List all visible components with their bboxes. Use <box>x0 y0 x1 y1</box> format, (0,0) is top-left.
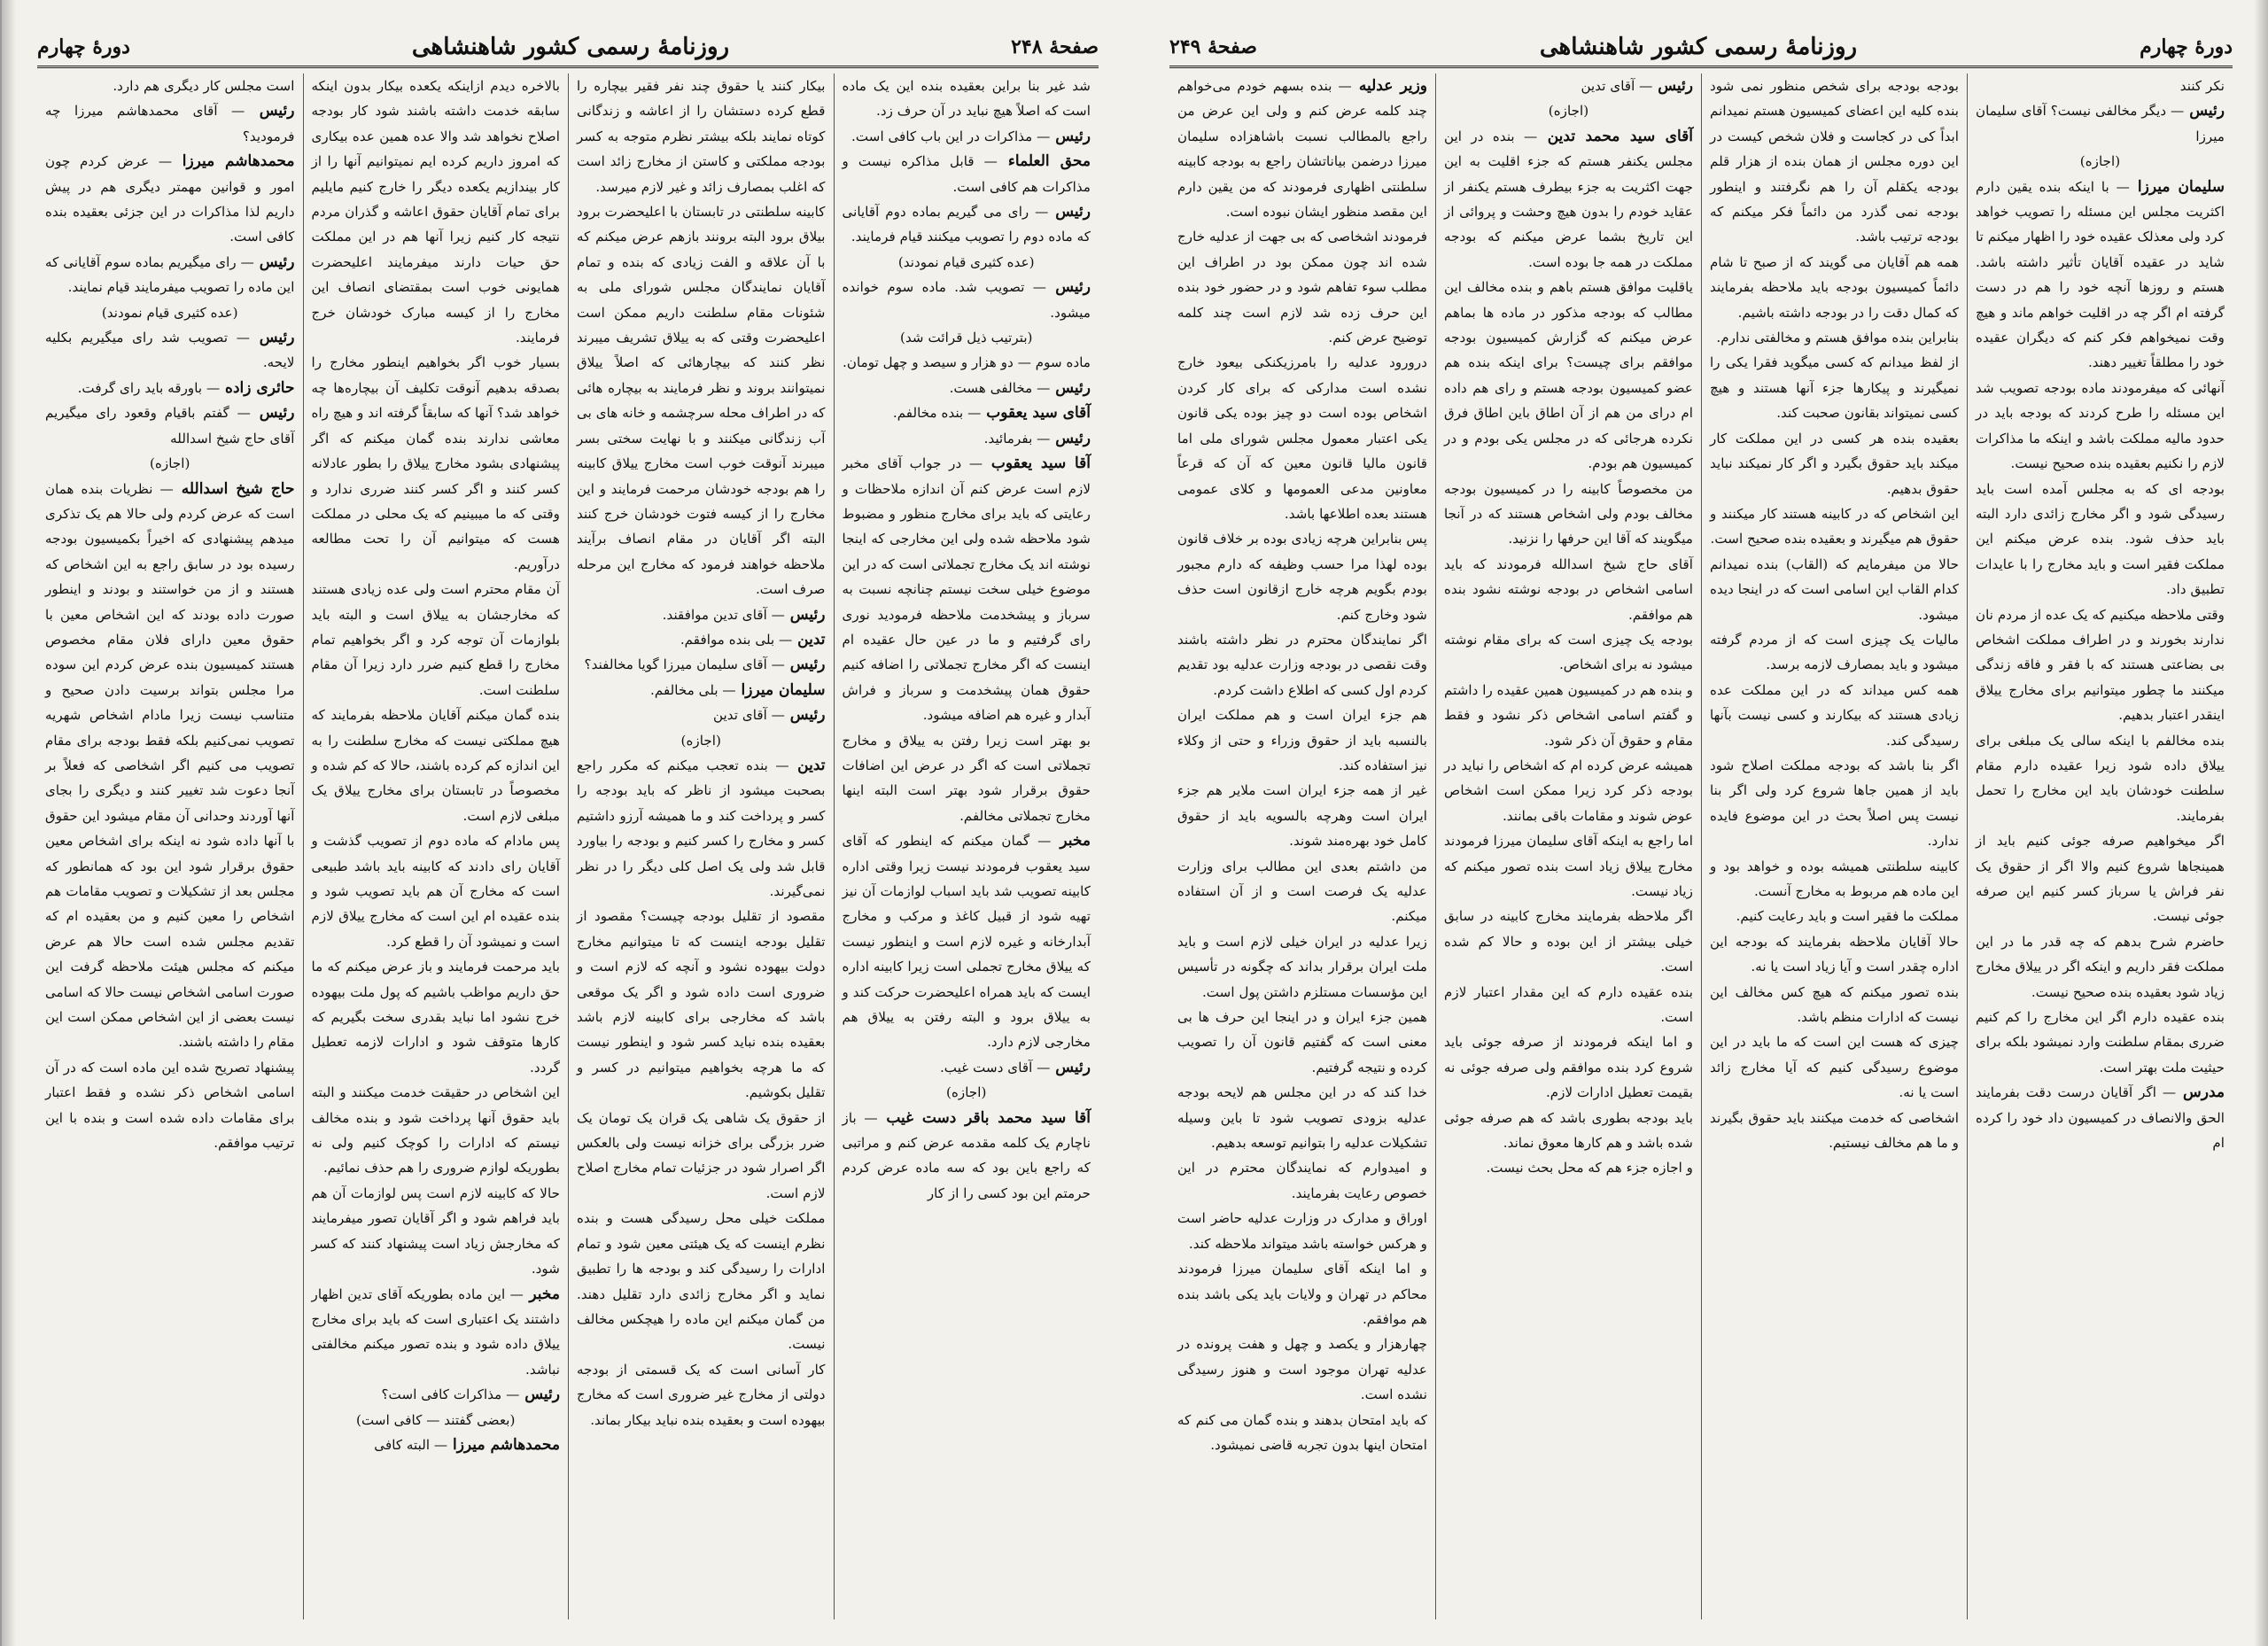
paragraph <box>45 149 295 250</box>
article-column <box>303 74 569 1619</box>
paragraph <box>1710 929 1959 980</box>
paragraph <box>843 1055 1091 1080</box>
paragraph-text: — رای میگیریم بماده سوم آقایانی که این ماده را تصویب میفرمایند قیام نمایند. <box>45 253 295 296</box>
paragraph-text: و امیدوارم که نمایندگان محترم در این خصوص رعایت بفرمایند. <box>1177 1160 1427 1201</box>
paragraph <box>843 828 1091 1055</box>
paragraph-text: از لفظ میدانم که کسی میگوید فقرا یکی را نمیگیرند و پیکارها جزء آنها هستند و هیچ کسی نمیتواند بقانون صحبت کند. <box>1710 354 1959 422</box>
paragraph-text: آقای حاج شیخ اسدالله فرمودند که باید اسامی اشخاص در بودجه نوشته نشود بنده هم موافقم. <box>1444 555 1693 623</box>
article-column <box>1967 74 2233 1619</box>
stage-direction: (اجازه) <box>1548 103 1589 120</box>
paragraph-text: — بنده تعجب میکنم که مکرر راجع بصحبت میشود از ناظر که باید بودجه را کسر و پرداخت کند و ما همیشه آرزو داشتیم کسر و مخارج را کسر کنیم و بودجه را بیاورد قابل شد ولی یک اصل کلی دیگر را در نظر نمی‌گیرند. <box>577 757 826 899</box>
paragraph-text: زیرا عدلیه در ایران خیلی لازم است و باید ملت ایران برقرار بداند که چگونه در تأسیس این مؤسسات مستلزم داشتن پول است. <box>1177 933 1427 1000</box>
paragraph <box>1177 526 1427 627</box>
paragraph-text: بنده عقیده دارم اگر این مخارج را کم کنیم ضرری بمقام سلطنت وارد نمیشود بلکه برای حیثیت ملت بهتر است. <box>1976 1009 2225 1075</box>
paragraph <box>1710 501 1959 552</box>
paragraph-text: از حقوق یک شاهی یک قران یک تومان یک ضرر بزرگی برای خزانه نیست ولی بالعکس اگر اصرار شود در جزئیات تمام مخارج اصلاح لازم است. <box>577 1109 826 1201</box>
paragraph-text: — قابل مذاکره نیست و مذاکرات هم کافی است. <box>842 153 1091 195</box>
speaker-name: حائری زاده <box>220 378 295 397</box>
paragraph <box>843 451 1091 727</box>
paragraph-text: نکر کنند <box>2179 78 2225 94</box>
paragraph <box>843 275 1091 325</box>
paragraph <box>1976 376 2225 477</box>
paragraph-text: — بلی بنده موافقم. <box>680 631 793 648</box>
paragraph <box>843 124 1091 149</box>
speaker-name: رئیس <box>1652 77 1693 95</box>
paragraph-text: — آقای تدین <box>713 707 785 724</box>
paragraph-text: مملکت خیلی محل رسیدگی هست و بنده نظرم اینست که یک هیئتی معین شود و تمام ادارات را رسیدگی کند و بودجه ها را تطبیق نماید و اگر مخارج زائدی دارد تقلیل دهند. من گمان میکنم این ماده را هیچکس مخالف نیست. <box>577 1210 826 1353</box>
paragraph-text: و اما اینکه آقای سلیمان میرزا فرمودند محاکم در تهران و ولایات باید یکی باشد بنده هم موافقم. <box>1177 1261 1427 1327</box>
paragraph <box>1177 1005 1427 1080</box>
stage-direction: (عده کثیری قیام نمودند) <box>101 304 238 321</box>
paragraph-text: — باورقه باید رای گرفت. <box>77 379 221 396</box>
paragraph-text: این اشخاص که در کابینه هستند کار میکنند و حقوق هم میگیرند و بعقیده بنده صحیح است. <box>1710 505 1959 547</box>
paragraph-text: غیر از همه جزء ایران است ملایر هم جزء ایران است وهرچه بالسویه باید از حقوق کامل خود بهره‌مند شوند. <box>1177 782 1427 850</box>
article-column <box>568 74 834 1619</box>
paragraph-text: — آقای تدین <box>1581 78 1653 94</box>
paragraph-text: بودجه بودجه برای شخص منظور نمی شود بنده کلیه این اعضای کمیسیون هستم نمیدانم ابداً کی در کجاست و فلان شخص کیست در این دوره مجلس از همان بنده از هزار قلم بودجه یکقلم آن را هم نگرفتند و اینطور بودجه نمی گذرد من دائماً فکر میکنم که بودجه ترتیب باشد. <box>1710 78 1959 245</box>
paragraph <box>843 426 1091 451</box>
article-column <box>37 74 303 1619</box>
paragraph <box>1444 124 1693 275</box>
paragraph-text: اگر ملاحظه بفرمایند مخارج کابینه در سابق خیلی بیشتر از این بوده و حالا کم شده است. <box>1444 908 1693 975</box>
speaker-name: رئیس <box>1048 203 1091 221</box>
paragraph <box>312 1080 561 1181</box>
paragraph <box>843 376 1091 400</box>
paragraph <box>312 828 561 954</box>
speaker-name: رئیس <box>784 656 826 674</box>
paragraph-text: پیشنهاد تصریح شده این ماده است که در آن اسامی اشخاص ذکر نشده و فقط اعتبار برای مقامات داده شده است و بنده با این ترتیب موافقم. <box>45 1059 295 1152</box>
paragraph-text: چیزی که هست این است که ما باید در این موضوع رسیدگی کنیم که آیا مخارج زائد است یا نه. <box>1710 1034 1959 1101</box>
paragraph <box>1976 175 2225 376</box>
paragraph-text: — رای می گیریم بماده دوم آقایانی که ماده دوم را تصویب میکنند قیام فرمایند. <box>842 204 1091 245</box>
paragraph <box>1177 1080 1427 1155</box>
paragraph-text: کابینه سلطنتی در تابستان با اعلیحضرت برود بیلاق برود البته برونند بازهم عرض میکنم که با آن علاقه و الفت زیادی که بنده و تمام آقایان نمایندگان مجلس شورای ملی به شئونات مقام سلطنت داریم ممکن است اعلیحضرت وقتی که به ییلاق تشریف میبرند نظر کنند که بیچارهائی که اصلاً ییلاق نمیتوانند بروند و نظر فرمایند به بیچاره هائی که در اطراف محله سرچشمه و خانه های بی آب زندگانی میکنند و با نهایت سختی بسر میبرند آنوقت خوب است مخارج ییلاق کابینه را هم بودجه خودشان مرحمت فرمایند و این مخارج را از کیسه فتوت خودشان خرج کنند البته اگر آقایان در مقام انصاف برآیند ملاحظه خواهند فرمود که مخارج این مرحله صرف است. <box>577 204 826 598</box>
paragraph-text: بعقیده بنده هر کسی در این مملکت کار میکند باید حقوق بگیرد و اگر کار نمیکند نباید حقوق بدهیم. <box>1710 430 1959 497</box>
paragraph <box>1976 1005 2225 1080</box>
paragraph <box>1710 325 1959 350</box>
paragraph-text: همین جزء ایران و در اینجا این حرف ها بی معنی است که گفتیم قانون آن را تصویب کرده و نتیجه گرفتیم. <box>1177 1009 1427 1075</box>
paragraph <box>1710 980 1959 1030</box>
paragraph-text: شد غیر بنا براین بعقیده بنده این یک ماده است که اصلاً هیچ نباید در آن حرف زد. <box>842 78 1091 120</box>
paragraph <box>1710 426 1959 501</box>
paragraph-text: — مذاکرات در این باب کافی است. <box>851 128 1051 144</box>
paragraph-text: من داشتم بعدی این مطالب برای وزارت عدلیه یک فرصت است و از آن استفاده میکنم. <box>1177 858 1427 925</box>
speaker-name: رئیس <box>784 706 826 725</box>
speaker-name: رئیس <box>1045 278 1091 297</box>
paragraph-text: بنده تصور میکنم که هیچ کس مخالف این نیست که ادارات منظم باشد. <box>1710 983 1959 1026</box>
paragraph <box>1177 1256 1427 1332</box>
page-header-right <box>37 34 1099 68</box>
paragraph <box>1177 854 1427 929</box>
term-label: دورهٔ چهارم <box>2140 35 2233 58</box>
paragraph <box>1710 678 1959 753</box>
paragraph-text: اما راجع به اینکه آقای سلیمان میرزا فرمودند مخارج ییلاق زیاد است بنده تصور میکنم که زیاد نیست. <box>1444 833 1693 899</box>
paragraph <box>577 1357 826 1432</box>
page-left <box>1134 0 2268 1646</box>
paragraph-text: چهارهزار و یکصد و چهل و هفت پرونده در عدلیه تهران موجود است و هنوز رسیدگی نشده است. <box>1177 1336 1427 1403</box>
paragraph <box>1444 980 1693 1030</box>
paragraph <box>843 149 1091 199</box>
columns-left <box>1169 74 2233 1619</box>
stage-direction: (اجازه) <box>150 455 190 472</box>
columns-right <box>37 74 1099 1619</box>
paragraph <box>1710 1106 1959 1156</box>
article-column <box>1169 74 1435 1619</box>
paragraph-text: من مخصوصاً کابینه را در کمیسیون بودجه مخالف بودم ولی اشخاص هستند که در آنجا میگویند که آقا این حرفها را نزنید. <box>1444 480 1693 547</box>
speaker-name: مدرس <box>2176 1083 2225 1102</box>
paragraph <box>843 350 1091 375</box>
paragraph-text: — دیگر مخالفی نیست؟ آقای سلیمان میرزا <box>1976 103 2225 144</box>
stage-direction: (اجازه) <box>2079 153 2121 170</box>
paragraph <box>1976 1080 2225 1155</box>
paragraph <box>45 1055 295 1156</box>
speaker-name: آقای سید محمد تدین <box>1537 127 1694 145</box>
speaker-name: رئیس <box>784 605 826 624</box>
speaker-name: رئیس <box>1050 1058 1091 1076</box>
paragraph <box>1976 602 2225 728</box>
speaker-name: مخبر <box>523 1285 560 1303</box>
paragraph <box>577 904 826 1105</box>
paragraph <box>1177 929 1427 1005</box>
paragraph <box>1177 1332 1427 1407</box>
paragraph-text: کار آسانی است که یک قسمتی از بودجه دولتی از مخارج غیر ضروری است که مخارج بیهوده است و بعقیده بنده نباید بیکار بماند. <box>577 1361 826 1428</box>
speaker-name: آقای سید یعقوب <box>981 404 1091 423</box>
page-number: صفحهٔ ۲۴۸ <box>1011 35 1099 58</box>
paragraph <box>1710 753 1959 854</box>
paragraph-text: — با اینکه بنده یقین دارم اکثریت مجلس این مسئله را تصویب خواهد کرد ولی معذلک عقیده خود را اظهار میکنم تا شاید در عقیده آقایان تأثیر داشته باشد. هستم و روزها آنچه خود را هم در دست گرفته ام اگر چه در اقلیت خواهم ماند و هیچ وقت نمیخواهم فکر کنم که دیگران عقیده خود را مطلقاً تغییر دهند. <box>1976 178 2225 371</box>
paragraph <box>1444 678 1693 753</box>
paragraph-text: درورود عدلیه را بامرزیکنکی بیعود خارج نشده است مدارکی که برای کار کردن اشخاص بوده است دو چیز بوده یکی قانون یکی اعتبار معمول مجلس شورای ملی اما قانون مالیا قانون معین که آن که قرعاً معاونین مدعی العمومها و کلای عمومی هستند بعده اطلاعها باشد. <box>1177 354 1427 522</box>
paragraph <box>1177 350 1427 526</box>
paragraph <box>577 74 826 199</box>
paragraph <box>1976 477 2225 602</box>
paragraph <box>1177 1408 1427 1458</box>
paragraph-text: اگر نمایندگان محترم در نظر داشته باشند وقت نقصی در بودجه وزارت عدلیه بود تقدیم کردم اول کسی که اطلاع داشت کردم. <box>1177 631 1427 698</box>
stage-direction: (اجازه) <box>680 732 721 749</box>
paragraph <box>1976 728 2225 829</box>
paragraph-text: خدا کند که در این مجلس هم لایحه بودجه عدلیه بزودی تصویب شود تا باین وسیله تشکیلات عدلیه را بتوانیم توسعه بدهیم. <box>1177 1084 1427 1152</box>
paragraph-text: و اما اینکه فرمودند از صرفه جوئی باید شروع کرد بنده موافقم ولی صرفه جوئی نه بقیمت تعطیل ادارات لازم. <box>1444 1034 1693 1101</box>
paragraph <box>1710 74 1959 250</box>
paragraph-text: — عرض کردم چون امور و قوانین مهمتر دیگری هم در پیش داریم لذا مذاکرات در این جزئی بعقیده بنده کافی است. <box>45 153 295 245</box>
paragraph <box>577 1206 826 1356</box>
speaker-name: رئیس <box>1050 429 1091 447</box>
speaker-name: رئیس <box>250 404 295 423</box>
paragraph-text: مملکت ما فقیر است و باید رعایت کنیم. <box>1736 908 1959 925</box>
paragraph <box>45 376 295 400</box>
speaker-name: آقا سید محمد باقر دست غیب <box>877 1108 1091 1127</box>
paragraph-text: وقتی ملاحظه میکنیم که یک عده از مردم نان ندارند بخورند و در اطراف مملکت اشخاص بی بضاعتی هستند که با فقر و فاقه زندگی میکنند ما چطور میتوانیم برای مخارج ییلاق اینقدر اعتبار بدهیم. <box>1976 606 2225 724</box>
paragraph <box>1177 1155 1427 1206</box>
paragraph <box>1710 250 1959 325</box>
paragraph-text: حالا که کابینه لازم است پس لوازمات آن هم باید فراهم شود و اگر آقایان تصور میفرمایند که مخارجش زیاد است پیشنهاد کنند که کسر شود. <box>311 1184 560 1277</box>
paragraph-text: و اجازه جزء هم که محل بحث نیست. <box>1486 1160 1693 1176</box>
paragraph <box>843 1106 1091 1207</box>
paragraph-text: اشخاصی که خدمت میکنند باید حقوق بگیرند و ما هم مخالف نیستیم. <box>1710 1109 1959 1152</box>
speaker-name: محق العلماء <box>997 152 1091 171</box>
paragraph-text: — باز ناچارم یک کلمه مقدمه عرض کنم و مراتبی که راجع باین بود که سه ماده عرض کردم حرمتم این بود کسی را از کار <box>842 1109 1091 1201</box>
paragraph <box>1444 1029 1693 1105</box>
page-header-left <box>1169 34 2233 68</box>
speaker-name: رئیس <box>1050 378 1091 397</box>
paragraph-text: باید بودجه بطوری باشد که هم صرفه جوئی شده باشد و هم کارها معوق نماند. <box>1444 1109 1693 1152</box>
paragraph <box>45 250 295 300</box>
paragraph-text: حاضرم شرح بدهم که چه قدر ما در این مملکت فقر داریم و اینکه اگر در ییلاق مخارج زیاد شود بعقیده بنده صحیح نیست. <box>1976 933 2225 1000</box>
paragraph-text: مالیات یک چیزی است که از مردم گرفته میشود و باید بمصارف لازمه برسد. <box>1710 631 1959 673</box>
paragraph <box>312 703 561 828</box>
paragraph <box>45 477 295 1055</box>
paragraph <box>1177 703 1427 778</box>
paragraph <box>312 1382 561 1407</box>
paragraph <box>1976 929 2225 1005</box>
paragraph <box>312 74 561 350</box>
paragraph <box>843 728 1091 829</box>
paragraph-text: همیشه عرض کرده ام که اشخاص را نباید در بودجه ذکر کرد زیرا ممکن است اشخاص عوض شوند و مقامات باقی بمانند. <box>1444 757 1693 824</box>
page-number: صفحهٔ ۲۴۹ <box>1169 35 1257 58</box>
paragraph-text: — تصویب شد رای میگیریم بکلیه لایحه. <box>45 330 295 371</box>
paragraph <box>1710 627 1959 678</box>
paragraph <box>1444 477 1693 552</box>
paragraph-text: — آقای محمدهاشم میرزا چه فرمودید؟ <box>45 103 295 144</box>
paragraph-text: ماده سوم — دو هزار و سیصد و چهل تومان. <box>843 354 1091 371</box>
paragraph-text: — در جواب آقای مخبر لازم است عرض کنم آن اندازه ملاحظات و رعایتی که باید برای مخارج منظور و مضبوط شود ملاحظه شده ولی این مخارجی که اینجا نوشته اند یک مخارج تجملاتی است که در این موضوع خیلی سخت نیستم چنانچه نسبت به سرباز و پیشخدمت ملاحظه فرمودید نوری رای گرفتیم و ما در عین حال عقیده ام اینست که اگر مخارج تجملاتی را اضافه کنیم حقوق همان پیشخدمت و سرباز و فراش آبدار و غیره هم اضافه میشود. <box>842 455 1091 724</box>
gutter-shadow-left <box>2254 0 2268 1646</box>
paragraph-text: — آقای سلیمان میرزا گویا مخالفند؟ <box>584 656 785 673</box>
term-label: دورهٔ چهارم <box>37 35 130 58</box>
paragraph-text: — نظریات بنده همان است که عرض کردم ولی حالا هم یک تذکری میدهم پیشنهادی که اخیراً بکمیسیون بودجه رسیده بود در سابق راجع به این اشخاص که هستند و از من خواستند و بودند و اینطور صورت داده بودند که این اشخاص معین با حقوق معین دارای فلان مقام مخصوص هستند کمیسیون بنده عرض کردم این سوده مرا مجلس بتواند برسیت دادن صحیح و متناسب نیست زیرا مادام اشخاص شهریه تصویب نمی‌کنیم بلکه فقط بودجه برای مقام تصویب می کنیم اگر اشخاصی که فعلاً بر آنجا دعوت شد تغییر کنند و دیگری را بجای آنها آوردند وحدانی آن مقام میشود این حقوق با آنها داده شود نه اینکه برای اشخاص معین حقوق برقرار شود این بود که همانطور که مجلس بعد از تشکیلات و تصویب مقامات هم اشخاص را معین کنیم و من بعقیده ام که تقدیم مجلس شده است حالا هم عرض میکنم که مجلس هیئت ملاحظه گرفت این صورت اسامی اشخاص نیست حالا که اسامی نیست بعضی از این اشخاص ممکن است این مقام را داشته باشند. <box>45 480 295 1051</box>
paragraph-text: — بنده مخالفم. <box>892 405 982 422</box>
speaker-name: رئیس <box>253 252 295 271</box>
paragraph-text: — گمان میکنم که اینطور که آقای سید یعقوب فرمودند نیست زیرا وقتی اداره کابینه تصویب شد باید اسباب لوازمات آن نیز تهیه شود از قبیل کاغذ و مرکب و مخارج آبدارخانه و غیره لازم است و اینطور نیست که ییلاق مخارج تجملی است زیرا کابینه اداره ایست که باید همراه اعلیحضرت حرکت کند و به ییلاق برود و البته رفتن به ییلاق هم مخارجی لازم دارد. <box>842 833 1091 1051</box>
paragraph-text: مقصود از تقلیل بودجه چیست؟ مقصود از تقلیل بودجه اینست که تا میتوانیم مخارج دولت بیهوده نشود و آنچه که لازم است و ضروری است داده شود و اگر یک موقعی باشد که مخارجی برای کابینه لازم باشد بعقیده بنده نباید کسر شود و اینطور نیست که ما هرچه بخواهیم میتوانیم در کسر و تقلیل بکوشیم. <box>577 908 826 1101</box>
paragraph <box>1710 552 1959 627</box>
paragraph-text: بنده گمان میکنم آقایان ملاحظه بفرمایند که هیچ مملکتی نیست که مخارج سلطنت را به این اندازه کم کرده باشند، حالا که کم شده و مخصوصاً در تابستان برای مخارج ییلاق یک مبلغی لازم است. <box>311 707 560 824</box>
paragraph-text: بالاخره دیدم ازاینکه یکعده بیکار بدون اینکه سابقه خدمت داشته باشند شود کار بودجه اصلاح نخواهد شد والا عده همین عده بیکاری که امروز داریم کرده ایم نمیتوانیم آنها را از کار بیندازیم یکعده دیگر را خارج کنیم مایلیم برای تمام آقایان حقوق اعاشه و گذران مردم نتیجه کار کنیم زیرا آنها هم در این مملکت حق حیات دارند میفرمایند اعلیحضرت همایونی خوب است بمقتضای انصاف این مخارج را از کیسه مبارک خودشان خرج فرمایند. <box>311 78 560 346</box>
speaker-name: محمدهاشم میرزا <box>172 152 295 171</box>
paragraph <box>843 199 1091 250</box>
speaker-name: رئیس <box>2184 102 2225 120</box>
paragraph <box>1976 98 2225 149</box>
article-column <box>1701 74 1967 1619</box>
paragraph <box>1177 74 1427 224</box>
paragraph <box>1444 74 1693 98</box>
speaker-name: محمدهاشم میرزا <box>447 1435 560 1454</box>
paragraph <box>312 577 561 703</box>
paragraph-text: — مخالفی هست. <box>949 379 1051 396</box>
paragraph-text: — این ماده بطوریکه آقای تدین اظهار داشتند یک اعتباری است که باید برای مخارج ییلاق داده شود و بنده تصور میکنم مخالفتی نباشد. <box>311 1285 560 1378</box>
paragraph-text: همه هم آقایان می گویند که از صبح تا شام دائماً کمیسیون بودجه باید ملاحظه بفرمایند که کمال دقت را در بودجه داشته باشیم. <box>1710 253 1959 321</box>
speaker-name: سلیمان میرزا <box>2129 177 2225 196</box>
paragraph <box>843 400 1091 425</box>
paragraph <box>843 74 1091 124</box>
paragraph-text: — آقای تدین موافقند. <box>662 606 785 623</box>
paragraph <box>1710 1029 1959 1105</box>
paragraph <box>577 602 826 627</box>
paragraph <box>45 325 295 376</box>
newspaper-title: روزنامهٔ رسمی کشور شاهنشاهی <box>1539 34 1858 60</box>
paragraph-text: این اشخاص در حقیقت خدمت میکنند و البته باید حقوق آنها پرداخت شود و بنده مخالف نیستم که ادارات را کوچک کنیم ولی نه بطوریکه لوازم ضروری را هم حذف نمائیم. <box>311 1084 560 1176</box>
paragraph-text: آنهائی که میفرمودند ماده بودجه تصویب شد این مسئله را طرح کردند که بودجه باید در حدود مالیه مملکت باشد و اینکه ما مذاکرات لازم را نکنیم بعقیده بنده صحیح نیست. <box>1976 379 2225 472</box>
paragraph-text: بودجه یک چیزی است که برای مقام نوشته میشود نه برای اشخاص. <box>1444 631 1693 673</box>
paragraph <box>312 954 561 1080</box>
paragraph <box>1444 627 1693 678</box>
speaker-name: رئیس <box>245 102 295 120</box>
paragraph <box>577 678 826 703</box>
paragraph-text: — بلی مخالفم. <box>650 681 736 698</box>
newspaper-title: روزنامهٔ رسمی کشور شاهنشاهی <box>411 34 730 60</box>
paragraph <box>1177 627 1427 703</box>
paragraph <box>1710 904 1959 928</box>
paragraph <box>1710 350 1959 425</box>
paragraph <box>1444 753 1693 828</box>
paragraph-text: بیکار کنند یا حقوق چند نفر فقیر بیچاره را قطع کرده دستشان را از اعاشه و زندگانی کوتاه نمایند بلکه بیشتر نظرم متوجه به کسر بودجه مملکتی و کاستن از مخارج زائد است که اغلب بمصارف زائد و غیر لازم میرسد. <box>577 78 826 195</box>
speaker-name: مخبر <box>1051 832 1091 850</box>
paragraph-text: کابینه سلطنتی همیشه بوده و خواهد بود و این ماده هم مربوط به مخارج آنست. <box>1710 858 1959 899</box>
paragraph-text: — آقای دست غیب. <box>939 1059 1051 1075</box>
paragraph-text: و بنده هم در کمیسیون همین عقیده را داشتم و گفتم اسامی اشخاص ذکر نشود و فقط مقام و حقوق آن ذکر شود. <box>1444 681 1693 749</box>
paragraph <box>1444 552 1693 627</box>
speaker-name: حاج شیخ اسدالله <box>173 479 295 498</box>
paragraph <box>1177 224 1427 350</box>
speaker-name: تدین <box>792 630 826 648</box>
paragraph-text: باید مرحمت فرمایند و باز عرض میکنم که ما حق داریم مواظب باشیم که پول ملت بیهوده خرج نشود اما نباید بقدری سخت بگیریم که کارها متوقف شود و ادارات لازمه تعطیل گردد. <box>311 959 560 1075</box>
gutter-shadow-right <box>2 0 16 1646</box>
article-column <box>834 74 1099 1619</box>
paragraph <box>312 350 561 577</box>
paragraph-text: بنده مخالفم با اینکه سالی یک مبلغی برای ییلاق داده شود زیرا عقیده دارم مقام سلطنت خودشان باید این مخارج را تحمل بفرمایند. <box>1976 732 2225 824</box>
paragraph-text: — مذاکرات کافی است؟ <box>381 1386 520 1403</box>
paragraph <box>312 1432 561 1457</box>
paragraph <box>45 400 295 451</box>
paragraph <box>577 753 826 904</box>
stage-direction: (اجازه) <box>946 1084 987 1101</box>
speaker-name: تدین <box>788 756 826 774</box>
paragraph-text: هم جزء ایران است و هم مملکت ایران بالنسبه باید از حقوق وزراء و حتی از وکلاء نیز استفاده کند. <box>1177 707 1427 773</box>
paragraph-text: بنده عقیده دارم که این مقدار اعتبار لازم است. <box>1444 983 1693 1026</box>
stage-direction: (عده کثیری قیام نمودند) <box>897 253 1035 270</box>
paragraph <box>577 1106 826 1207</box>
paragraph-text: اگر میخواهیم صرفه جوئی کنیم باید از همینجاها شروع کنیم والا اگر از حقوق یک نفر فراش یا سرباز کسر کنیم این صرفه جوئی نیست. <box>1976 833 2225 925</box>
paragraph <box>577 627 826 652</box>
paragraph <box>1444 1155 1693 1180</box>
paragraph-text: — بنده بسهم خودم می‌خواهم چند کلمه عرض کنم و ولی این عرض من راجع بالمطالب نسبت باشاهزاده سلیمان میرزا درضمن بیاناتشان راجع به بودجه کابینه سلطنتی اظهاری فرمودند که من یقین دارم این مقصد منظور ایشان نبوده است. <box>1177 78 1427 221</box>
paragraph-text: اوراق و مدارک در وزارت عدلیه حاضر است و هرکس خواسته باشد میتواند ملاحظه کند. <box>1177 1210 1427 1252</box>
paragraph <box>1177 1206 1427 1256</box>
paragraph-text: — بفرمائید. <box>983 430 1051 446</box>
speaker-name: سلیمان میرزا <box>735 680 826 699</box>
speaker-name: رئیس <box>1050 127 1091 145</box>
paragraph <box>1444 904 1693 979</box>
paragraph <box>577 652 826 677</box>
paragraph-text: پس مادام که ماده دوم از تصویب گذشت و آقایان رای دادند که کابینه باید باشد طبیعی است که مخارج آن هم باید تصویب شود و بنده عقیده ام این است که مخارج ییلاق لازم است و نمیشود آن را قطع کرد. <box>311 833 560 950</box>
paragraph <box>1710 854 1959 905</box>
speaker-name: رئیس <box>519 1386 560 1404</box>
paragraph <box>1976 74 2225 98</box>
paragraph-text: اگر بنا باشد که بودجه مملکت اصلاح شود باید از همین جاها شروع کرد ولی اگر بنا نیست پس اصلاً بحث در این موضوع فایده ندارد. <box>1710 757 1959 850</box>
paragraph <box>1177 778 1427 853</box>
paragraph <box>577 703 826 727</box>
paragraph-text: یاقلیت موافق هستم باهم و بنده مخالف این مطالب که بودجه مذکور در ماده ها بماهم عرض میکنم که گزارش کمیسیون بودجه موافقم برای چیست؟ برای اینکه بنده هم عضو کمیسیون بودجه هستم و رای هم داده ام درای من هم از آن اطاق باین اطاق فرق نکرده هرجائی که در مجلس یکی بودم و در کمیسیون هم بودم. <box>1444 279 1693 472</box>
paragraph-text: حالا آقایان ملاحظه بفرمایند که بودجه این اداره چقدر است و آیا زیاد است یا نه. <box>1710 933 1959 975</box>
article-column <box>1435 74 1701 1619</box>
paragraph-text: پس بنابراین هرچه زیادی بوده بر خلاف قانون بوده لهذا مرا حسب وظیفه که دارم مجبور بودم بگویم هرچه خارج ازقانون است حذف شود وخارج کنم. <box>1177 531 1427 623</box>
paragraph-text: که باید امتحان بدهند و بنده گمان می کنم که امتحان اینها بدون تجربه قاضی نمیشود. <box>1177 1411 1427 1453</box>
paragraph-text: حالا من میفرمایم که (القاب) بنده نمیدانم کدام القاب این اسامی است که در اینجا دیده میشود. <box>1710 555 1959 623</box>
paragraph <box>1444 1106 1693 1156</box>
paragraph-text: — تصویب شد. ماده سوم خوانده میشود. <box>842 279 1091 321</box>
paragraph <box>312 1282 561 1383</box>
paragraph-text: بنابراین بنده موافق هستم و مخالفتی ندارم. <box>1716 330 1959 346</box>
paragraph-text: — البته کافی <box>374 1436 448 1453</box>
paragraph-text: — اگر آقایان درست دقت بفرمایند الحق والانصاف در کمیسیون داد خود را کرده ام <box>1976 1084 2225 1152</box>
paragraph <box>1444 828 1693 904</box>
paragraph <box>1444 275 1693 476</box>
speaker-name: وزیر عدلیه <box>1351 77 1428 95</box>
paragraph-text: فرمودند اشخاصی که بی جهت از عدلیه خارج شده اند چون ممکن بود در اطراف این مطلب سوء تفاهم شود و در حضور خود بنده این حرف زده شد لازم است چند کلمه توضیح عرض کنم. <box>1177 229 1427 346</box>
stage-direction: (بعضی گفتند — کافی است) <box>356 1411 516 1428</box>
paragraph-text: بو بهتر است زیرا رفتن به ییلاق و مخارج تجملاتی است که اگر در عرض این اضافات حقوق برقرار شود بهتر است البته اینها مخارج تجملاتی مخالفم. <box>842 732 1091 824</box>
paragraph-text: — گفتم باقیام وقعود رای میگیریم آقای حاج شیخ اسدالله <box>45 405 295 446</box>
paragraph-text: — بنده در این مجلس یکنفر هستم که جزء اقلیت به این جهت اکثریت به جزء بیطرف هستم یکنفر از عقاید خودم را بدون هیچ وحشت و پروائی از این تاریخ بشما عرض میکنم که بودجه مملکت در همه جا بوده است. <box>1444 128 1693 270</box>
paragraph-text: بودجه ای که به مجلس آمده است باید رسیدگی شود و اگر مخارج زائدی دارد البته باید حذف شود. بنده عرض میکنم این مملکت فقیر است و باید مخارج را با عایدات تطبیق داد. <box>1976 480 2225 598</box>
paragraph <box>1976 828 2225 929</box>
paragraph-text: همه کس میداند که در این مملکت عده زیادی هستند که بیکارند و کسی نیست بآنها رسیدگی کند. <box>1710 681 1959 749</box>
paragraph-text: بسیار خوب اگر بخواهیم اینطور مخارج را بصدقه بدهیم آنوقت تکلیف آن بیچاره‌ها چه خواهد شد؟ آنها که سابقاً گرفته اند و هیچ راه معاشی ندارند بنده گمان میکنم که اگر پیشنهادی بشود مخارج ییلاق را بطور عادلانه کسر کنند و اگر کسر کنند ضرری ندارد و وقتی که ما میبینیم که یک محلی در مملکت هست که میتوانیم آن را تحت مطالعه درآوریم. <box>311 354 560 572</box>
speaker-name: رئیس <box>249 329 295 347</box>
speaker-name: آقا سید یعقوب <box>983 454 1091 473</box>
paragraph <box>45 98 295 149</box>
paragraph <box>45 74 295 98</box>
paragraph-text: آن مقام محترم است ولی عده زیادی هستند که مخارجشان به ییلاق است و البته باید بلوازمات آن توجه کرد و اگر بخواهیم تمام مخارج را قطع کنیم ضرر دارد زیرا آن مقام سلطنت است. <box>311 581 560 698</box>
paragraph <box>312 1181 561 1282</box>
paragraph <box>577 199 826 602</box>
paragraph-text: است مجلس کار دیگری هم دارد. <box>113 78 295 94</box>
stage-direction: (بترتیب ذیل قرائت شد) <box>900 330 1033 346</box>
